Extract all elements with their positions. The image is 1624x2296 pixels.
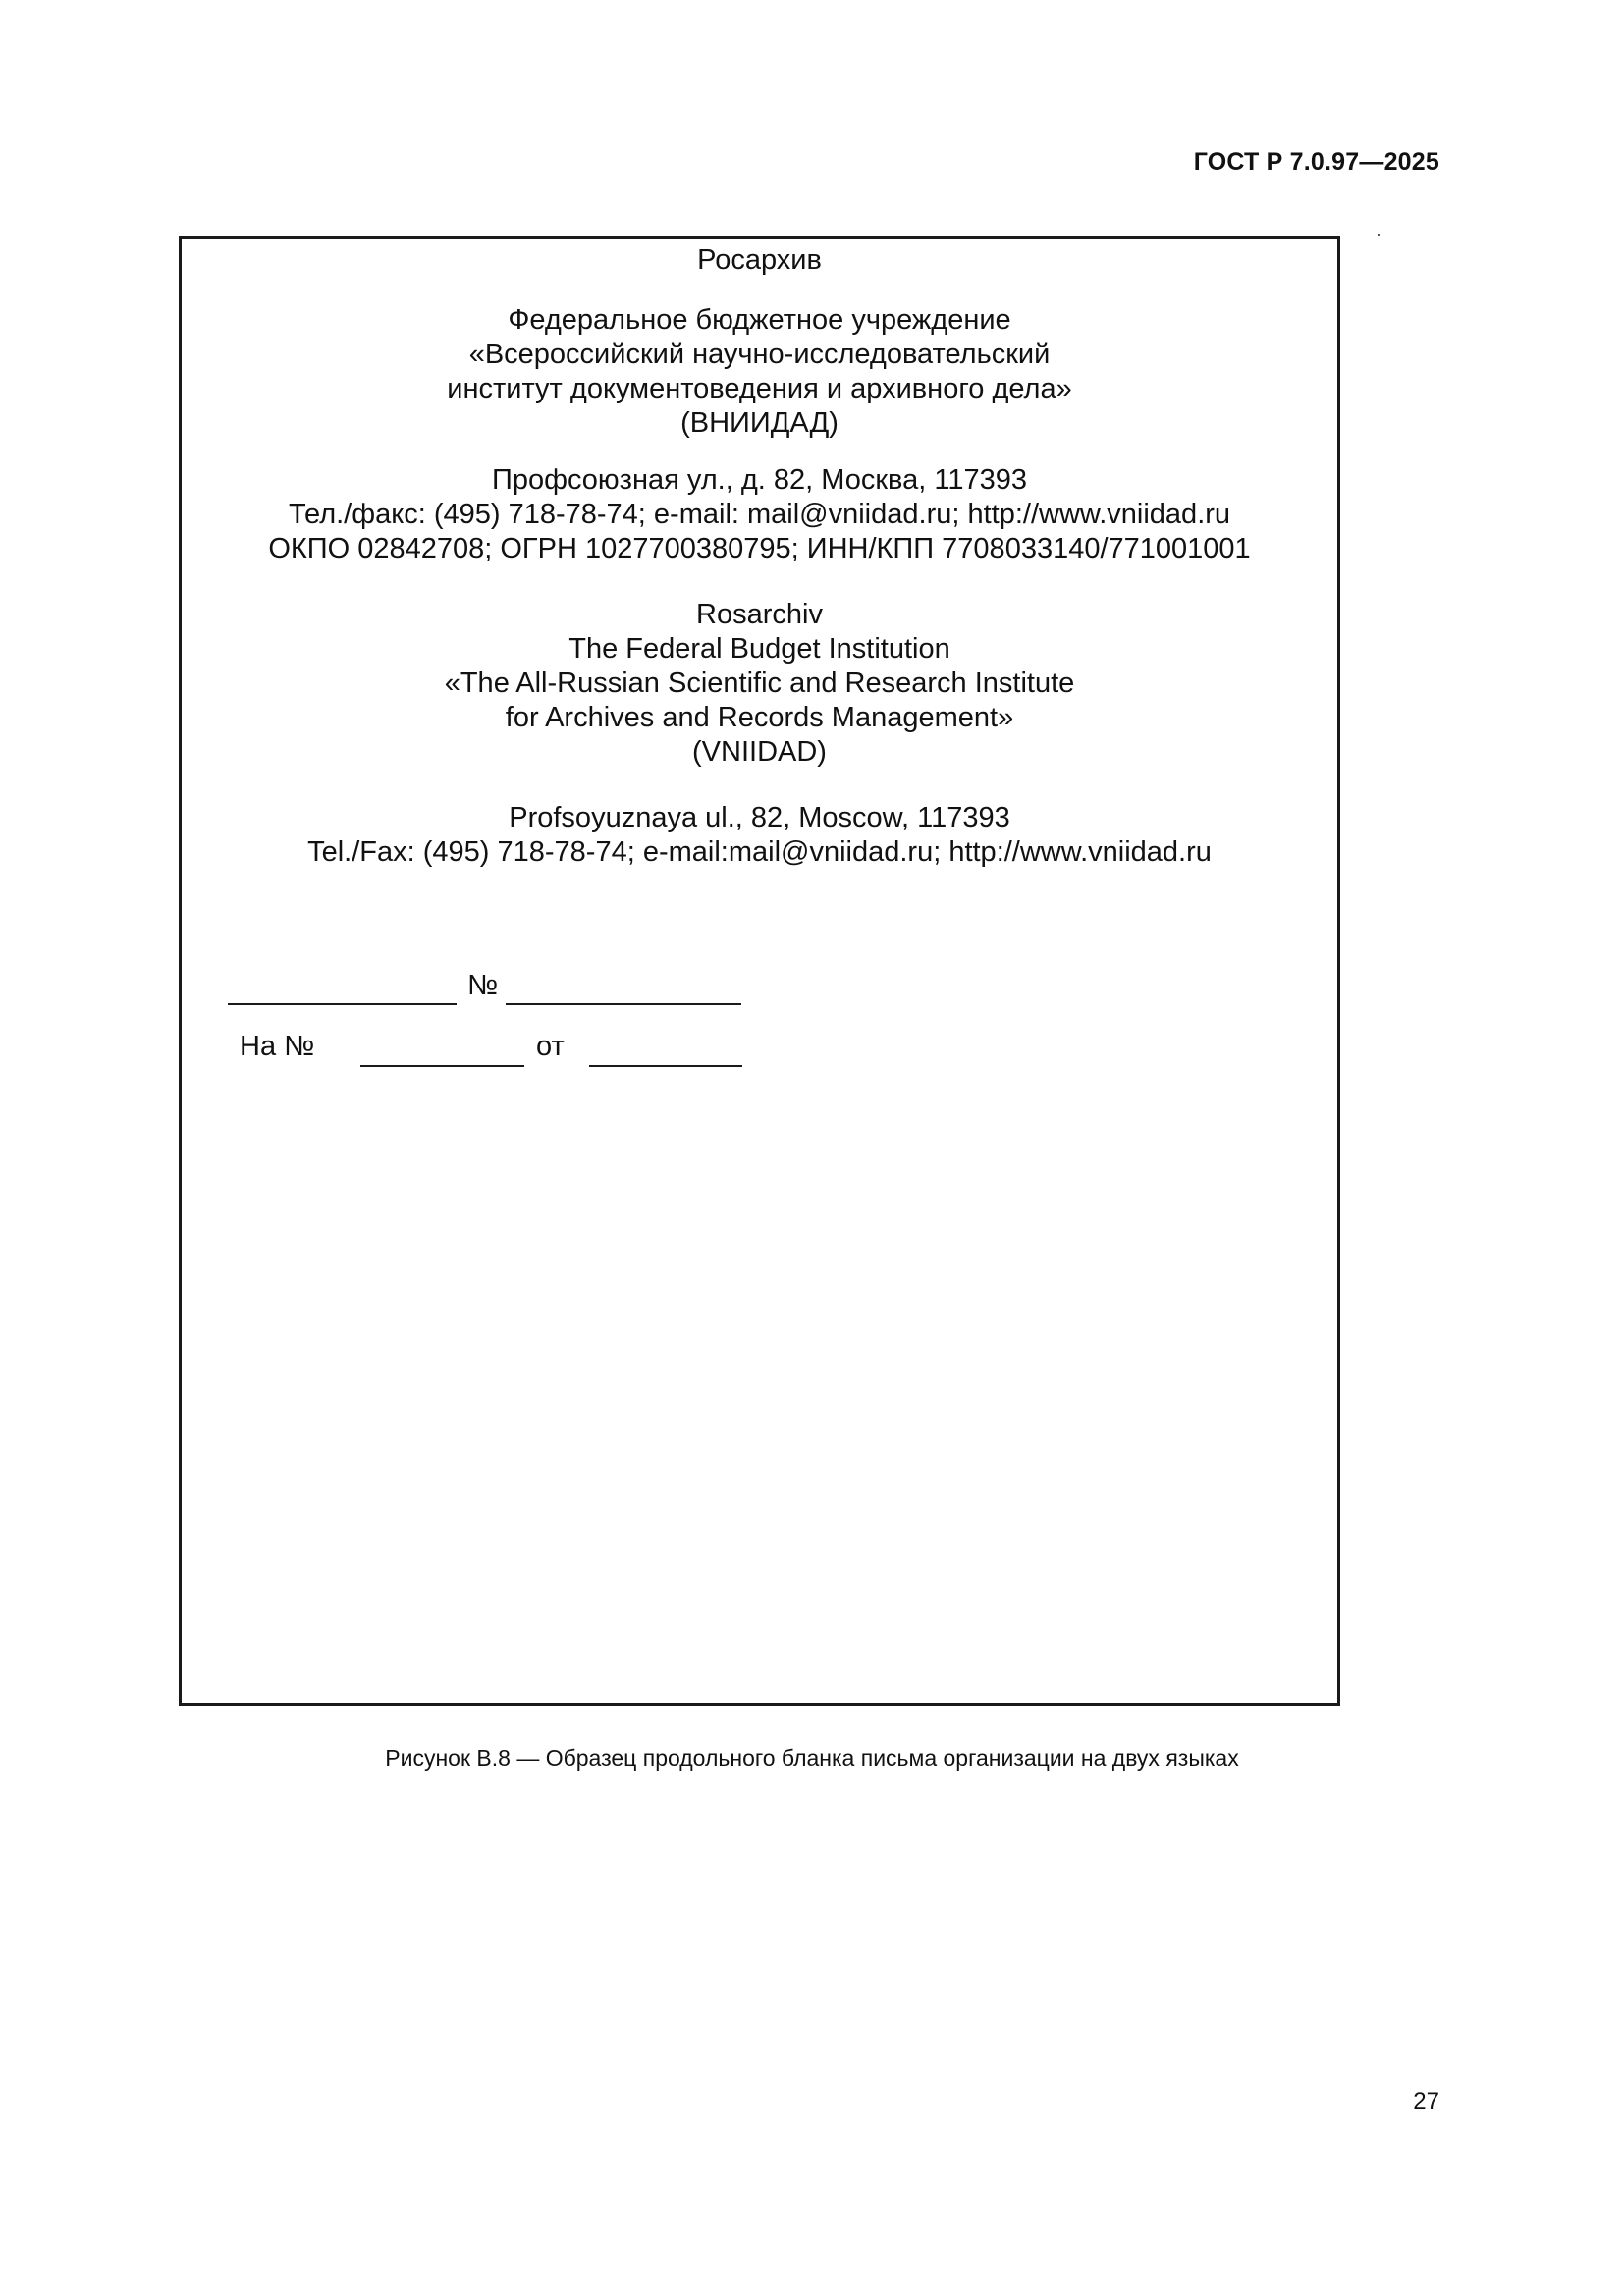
ru-contact-line: Тел./факс: (495) 718-78-74; e-mail: mail@vniidad.ru; http://www.vniidad.ru [288,499,1231,530]
ru-org-line: (ВНИИДАД) [680,407,839,439]
en-organization-block [182,598,1337,770]
figure-caption: Рисунок В.8 — Образец продольного бланка письма организации на двух языках [385,1745,1239,1771]
en-contact-line: Tel./Fax: (495) 718-78-74; e-mail:mail@vniidad.ru; http://www.vniidad.ru [307,836,1212,868]
number-sign-label: № [467,970,499,1001]
en-org-line: Rosarchiv [696,599,823,630]
en-org-line: The Federal Budget Institution [568,633,950,665]
ru-org-line: институт документоведения и архивного дела» [447,373,1072,404]
page-number: 27 [1413,2088,1439,2114]
reference-date-fill-line[interactable] [589,1065,742,1067]
reference-number-fill-line[interactable] [360,1065,524,1067]
en-org-line: (VNIIDAD) [692,736,827,768]
en-org-line: for Archives and Records Management» [505,702,1014,733]
en-contacts-block [182,801,1337,870]
standard-code: ГОСТ Р 7.0.97—2025 [1193,148,1439,176]
scan-artifact-dot [1378,234,1380,236]
ru-organization-block [182,303,1337,441]
ru-org-line: «Всероссийский научно-исследовательский [468,339,1051,370]
en-contact-line: Profsoyuznaya ul., 82, Moscow, 117393 [509,802,1010,833]
ru-agency-block [182,243,1337,278]
date-fill-line[interactable] [228,1003,457,1005]
reference-from-label: от [536,1031,565,1062]
ru-agency-name: Росархив [697,244,822,276]
reference-number-label: На № [240,1031,315,1062]
number-fill-line[interactable] [506,1003,741,1005]
ru-org-line: Федеральное бюджетное учреждение [508,304,1011,336]
ru-contact-line: ОКПО 02842708; ОГРН 1027700380795; ИНН/КПП 7708033140/771001001 [268,533,1251,564]
ru-contact-line: Профсоюзная ул., д. 82, Москва, 117393 [492,464,1027,496]
ru-contacts-block [182,463,1337,566]
letter-form-frame [179,236,1340,1706]
en-org-line: «The All-Russian Scientific and Research Institute [444,667,1075,699]
